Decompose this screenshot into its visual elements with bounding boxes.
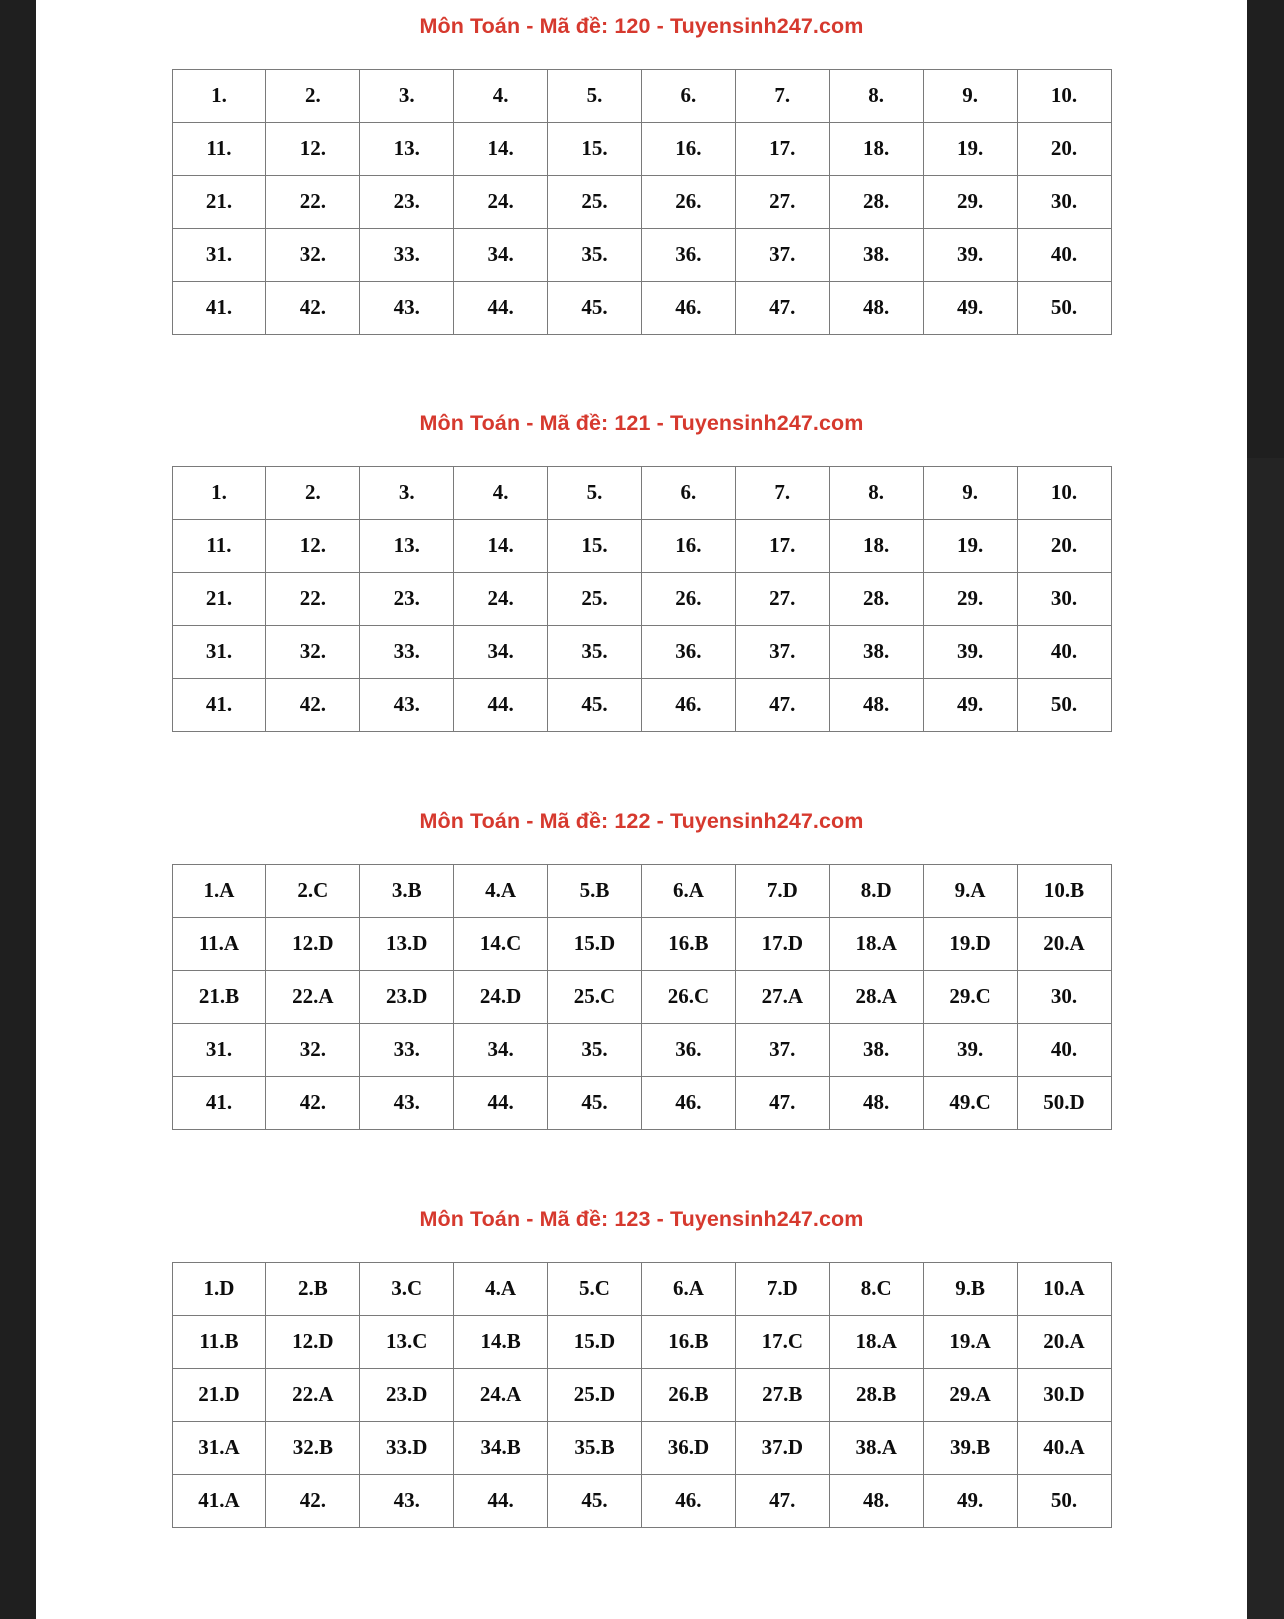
answer-cell[interactable]: 16.B xyxy=(641,917,735,970)
answer-row xyxy=(172,1421,1111,1474)
answer-cell[interactable]: 21.D xyxy=(172,1368,266,1421)
answer-cell[interactable]: 10. xyxy=(1017,69,1111,122)
answer-cell[interactable]: 22. xyxy=(266,572,360,625)
answer-cell[interactable]: 43. xyxy=(360,1474,454,1527)
answer-cell[interactable]: 11. xyxy=(172,122,266,175)
answer-cell[interactable]: 47. xyxy=(735,1474,829,1527)
answer-cell[interactable]: 18. xyxy=(829,519,923,572)
answer-cell[interactable]: 37. xyxy=(735,1023,829,1076)
answer-cell[interactable]: 42. xyxy=(266,1076,360,1129)
answer-cell[interactable]: 1.D xyxy=(172,1262,266,1315)
answer-cell[interactable]: 5.C xyxy=(548,1262,642,1315)
answer-cell[interactable]: 28.A xyxy=(829,970,923,1023)
answer-cell[interactable]: 21. xyxy=(172,572,266,625)
answer-cell[interactable]: 23.D xyxy=(360,1368,454,1421)
answer-cell[interactable]: 28. xyxy=(829,572,923,625)
answer-row xyxy=(172,625,1111,678)
answer-cell[interactable]: 22. xyxy=(266,175,360,228)
answer-cell[interactable]: 23. xyxy=(360,175,454,228)
answer-cell[interactable]: 36.D xyxy=(641,1421,735,1474)
answer-cell[interactable]: 27.B xyxy=(735,1368,829,1421)
answer-cell[interactable]: 16. xyxy=(641,519,735,572)
answer-cell[interactable]: 4. xyxy=(454,466,548,519)
answer-cell[interactable]: 47. xyxy=(735,1076,829,1129)
answer-cell[interactable]: 36. xyxy=(641,625,735,678)
answer-cell[interactable]: 39. xyxy=(923,625,1017,678)
answer-table-body-120 xyxy=(172,69,1111,334)
answer-cell[interactable]: 19. xyxy=(923,122,1017,175)
answer-cell[interactable]: 31. xyxy=(172,1023,266,1076)
answer-cell[interactable]: 29.C xyxy=(923,970,1017,1023)
answer-cell[interactable]: 36. xyxy=(641,1023,735,1076)
answer-cell[interactable]: 10.B xyxy=(1017,864,1111,917)
answer-row xyxy=(172,1076,1111,1129)
answer-cell[interactable]: 40.A xyxy=(1017,1421,1111,1474)
answer-cell[interactable]: 5.B xyxy=(548,864,642,917)
answer-cell[interactable]: 48. xyxy=(829,678,923,731)
answer-cell[interactable]: 29. xyxy=(923,175,1017,228)
answer-cell[interactable]: 47. xyxy=(735,678,829,731)
answer-cell[interactable]: 45. xyxy=(548,678,642,731)
answer-cell[interactable]: 17.C xyxy=(735,1315,829,1368)
block-title-121: Môn Toán - Mã đề: 121 - Tuyensinh247.com xyxy=(419,411,864,435)
answer-cell[interactable]: 33. xyxy=(360,1023,454,1076)
answer-cell[interactable]: 46. xyxy=(641,1076,735,1129)
answer-cell[interactable]: 47. xyxy=(735,281,829,334)
answer-cell[interactable]: 4.A xyxy=(454,1262,548,1315)
answer-cell[interactable]: 13.C xyxy=(360,1315,454,1368)
answer-cell[interactable]: 24. xyxy=(454,175,548,228)
answer-cell[interactable]: 39. xyxy=(923,228,1017,281)
answer-cell[interactable]: 27. xyxy=(735,572,829,625)
answer-cell[interactable]: 35. xyxy=(548,625,642,678)
answer-cell[interactable]: 46. xyxy=(641,678,735,731)
answer-cell[interactable]: 14. xyxy=(454,122,548,175)
answer-cell[interactable]: 24. xyxy=(454,572,548,625)
answer-cell[interactable]: 6.A xyxy=(641,864,735,917)
answer-cell[interactable]: 8. xyxy=(829,466,923,519)
answer-cell[interactable]: 29. xyxy=(923,572,1017,625)
answer-cell[interactable]: 48. xyxy=(829,281,923,334)
answer-cell[interactable]: 49. xyxy=(923,678,1017,731)
answer-cell[interactable]: 44. xyxy=(454,678,548,731)
answer-cell[interactable]: 27.A xyxy=(735,970,829,1023)
answer-cell[interactable]: 16.B xyxy=(641,1315,735,1368)
answer-cell[interactable]: 4. xyxy=(454,69,548,122)
answer-cell[interactable]: 25.D xyxy=(548,1368,642,1421)
answer-cell[interactable]: 20.A xyxy=(1017,917,1111,970)
answer-row xyxy=(172,519,1111,572)
answer-cell[interactable]: 15.D xyxy=(548,1315,642,1368)
answer-cell[interactable]: 43. xyxy=(360,281,454,334)
answer-cell[interactable]: 35.B xyxy=(548,1421,642,1474)
answer-cell[interactable]: 5. xyxy=(548,466,642,519)
answer-cell[interactable]: 38.A xyxy=(829,1421,923,1474)
answer-cell[interactable]: 17. xyxy=(735,519,829,572)
answer-cell[interactable]: 23.D xyxy=(360,970,454,1023)
answer-cell[interactable]: 13.D xyxy=(360,917,454,970)
answer-cell[interactable]: 44. xyxy=(454,1076,548,1129)
answer-cell[interactable]: 12.D xyxy=(266,1315,360,1368)
answer-cell[interactable]: 17. xyxy=(735,122,829,175)
answer-cell[interactable]: 26. xyxy=(641,572,735,625)
answer-cell[interactable]: 11. xyxy=(172,519,266,572)
answer-cell[interactable]: 41. xyxy=(172,678,266,731)
answer-cell[interactable]: 48. xyxy=(829,1474,923,1527)
answer-cell[interactable]: 8.D xyxy=(829,864,923,917)
answer-cell[interactable]: 34. xyxy=(454,1023,548,1076)
answer-cell[interactable]: 5. xyxy=(548,69,642,122)
answer-row xyxy=(172,1368,1111,1421)
answer-table-121 xyxy=(172,466,1112,732)
answer-row xyxy=(172,175,1111,228)
answer-cell[interactable]: 49. xyxy=(923,1474,1017,1527)
answer-cell[interactable]: 31. xyxy=(172,228,266,281)
answer-cell[interactable]: 8. xyxy=(829,69,923,122)
answer-cell[interactable]: 40. xyxy=(1017,228,1111,281)
answer-cell[interactable]: 22.A xyxy=(266,970,360,1023)
answer-cell[interactable]: 7. xyxy=(735,466,829,519)
answer-row xyxy=(172,572,1111,625)
answer-cell[interactable]: 38. xyxy=(829,1023,923,1076)
answer-table-body-123 xyxy=(172,1262,1111,1527)
answer-cell[interactable]: 1. xyxy=(172,69,266,122)
answer-cell[interactable]: 12. xyxy=(266,519,360,572)
answer-cell[interactable]: 3.C xyxy=(360,1262,454,1315)
answer-cell[interactable]: 18.A xyxy=(829,1315,923,1368)
answer-cell[interactable]: 9.A xyxy=(923,864,1017,917)
answer-row xyxy=(172,1474,1111,1527)
answer-cell[interactable]: 32.B xyxy=(266,1421,360,1474)
left-gutter xyxy=(0,0,36,1619)
answer-cell[interactable]: 9. xyxy=(923,69,1017,122)
answer-cell[interactable]: 29.A xyxy=(923,1368,1017,1421)
answer-cell[interactable]: 45. xyxy=(548,1076,642,1129)
answer-cell[interactable]: 6.A xyxy=(641,1262,735,1315)
answer-cell[interactable]: 41.A xyxy=(172,1474,266,1527)
answer-cell[interactable]: 20.A xyxy=(1017,1315,1111,1368)
answer-cell[interactable]: 11.B xyxy=(172,1315,266,1368)
answer-block-120 xyxy=(36,14,1247,335)
answer-cell[interactable]: 33. xyxy=(360,228,454,281)
answer-table-body-122 xyxy=(172,864,1111,1129)
answer-cell[interactable]: 37. xyxy=(735,228,829,281)
block-title-122: Môn Toán - Mã đề: 122 - Tuyensinh247.com xyxy=(419,809,864,833)
block-title-120: Môn Toán - Mã đề: 120 - Tuyensinh247.com xyxy=(419,14,864,38)
answer-cell[interactable]: 38. xyxy=(829,228,923,281)
answer-cell[interactable]: 45. xyxy=(548,1474,642,1527)
answer-cell[interactable]: 6. xyxy=(641,69,735,122)
answer-cell[interactable]: 26. xyxy=(641,175,735,228)
answer-cell[interactable]: 21.B xyxy=(172,970,266,1023)
answer-cell[interactable]: 21. xyxy=(172,175,266,228)
answer-cell[interactable]: 12.D xyxy=(266,917,360,970)
answer-cell[interactable]: 34.B xyxy=(454,1421,548,1474)
answer-cell[interactable]: 49.C xyxy=(923,1076,1017,1129)
answer-cell[interactable]: 25.C xyxy=(548,970,642,1023)
answer-cell[interactable]: 7.D xyxy=(735,864,829,917)
answer-cell[interactable]: 8.C xyxy=(829,1262,923,1315)
answer-cell[interactable]: 14. xyxy=(454,519,548,572)
answer-block-123 xyxy=(36,1207,1247,1528)
answer-cell[interactable]: 2.B xyxy=(266,1262,360,1315)
answer-cell[interactable]: 19. xyxy=(923,519,1017,572)
answer-cell[interactable]: 7. xyxy=(735,69,829,122)
answer-cell[interactable]: 33. xyxy=(360,625,454,678)
answer-cell[interactable]: 2.C xyxy=(266,864,360,917)
answer-cell[interactable]: 3. xyxy=(360,69,454,122)
answer-cell[interactable]: 41. xyxy=(172,1076,266,1129)
answer-cell[interactable]: 20. xyxy=(1017,122,1111,175)
answer-row xyxy=(172,917,1111,970)
answer-cell[interactable]: 20. xyxy=(1017,519,1111,572)
answer-cell[interactable]: 32. xyxy=(266,1023,360,1076)
answer-cell[interactable]: 46. xyxy=(641,1474,735,1527)
answer-cell[interactable]: 37.D xyxy=(735,1421,829,1474)
answer-cell[interactable]: 37. xyxy=(735,625,829,678)
answer-cell[interactable]: 49. xyxy=(923,281,1017,334)
answer-cell[interactable]: 35. xyxy=(548,1023,642,1076)
answer-row xyxy=(172,466,1111,519)
answer-row xyxy=(172,1023,1111,1076)
answer-cell[interactable]: 31.A xyxy=(172,1421,266,1474)
answer-row xyxy=(172,864,1111,917)
answer-cell[interactable]: 39. xyxy=(923,1023,1017,1076)
block-title-123: Môn Toán - Mã đề: 123 - Tuyensinh247.com xyxy=(419,1207,864,1231)
answer-cell[interactable]: 34. xyxy=(454,625,548,678)
answer-cell[interactable]: 6. xyxy=(641,466,735,519)
answer-cell[interactable]: 25. xyxy=(548,175,642,228)
answer-cell[interactable]: 2. xyxy=(266,69,360,122)
answer-cell[interactable]: 1.A xyxy=(172,864,266,917)
answer-cell[interactable]: 43. xyxy=(360,678,454,731)
answer-cell[interactable]: 24.D xyxy=(454,970,548,1023)
answer-cell[interactable]: 7.D xyxy=(735,1262,829,1315)
answer-cell[interactable]: 50. xyxy=(1017,1474,1111,1527)
answer-cell[interactable]: 3. xyxy=(360,466,454,519)
answer-cell[interactable]: 45. xyxy=(548,281,642,334)
answer-table-body-121 xyxy=(172,466,1111,731)
answer-cell[interactable]: 44. xyxy=(454,281,548,334)
answer-cell[interactable]: 9. xyxy=(923,466,1017,519)
answer-cell[interactable]: 15. xyxy=(548,519,642,572)
answer-row xyxy=(172,1315,1111,1368)
answer-cell[interactable]: 28. xyxy=(829,175,923,228)
answer-cell[interactable]: 30. xyxy=(1017,970,1111,1023)
answer-cell[interactable]: 14.C xyxy=(454,917,548,970)
answer-cell[interactable]: 31. xyxy=(172,625,266,678)
answer-cell[interactable]: 26.B xyxy=(641,1368,735,1421)
answer-cell[interactable]: 40. xyxy=(1017,1023,1111,1076)
answer-cell[interactable]: 13. xyxy=(360,519,454,572)
answer-cell[interactable]: 30. xyxy=(1017,175,1111,228)
right-gutter xyxy=(1247,0,1284,1619)
answer-cell[interactable]: 1. xyxy=(172,466,266,519)
answer-cell[interactable]: 19.A xyxy=(923,1315,1017,1368)
answer-table-123 xyxy=(172,1262,1112,1528)
answer-cell[interactable]: 12. xyxy=(266,122,360,175)
answer-cell[interactable]: 43. xyxy=(360,1076,454,1129)
answer-row xyxy=(172,228,1111,281)
answer-row xyxy=(172,122,1111,175)
answer-cell[interactable]: 38. xyxy=(829,625,923,678)
answer-cell[interactable]: 50.D xyxy=(1017,1076,1111,1129)
answer-block-122 xyxy=(36,809,1247,1130)
answer-row xyxy=(172,69,1111,122)
answer-cell[interactable]: 15. xyxy=(548,122,642,175)
answer-cell[interactable]: 35. xyxy=(548,228,642,281)
answer-row xyxy=(172,1262,1111,1315)
answer-cell[interactable]: 28.B xyxy=(829,1368,923,1421)
answer-cell[interactable]: 15.D xyxy=(548,917,642,970)
answer-cell[interactable]: 30. xyxy=(1017,572,1111,625)
answer-cell[interactable]: 3.B xyxy=(360,864,454,917)
answer-cell[interactable]: 11.A xyxy=(172,917,266,970)
answer-cell[interactable]: 13. xyxy=(360,122,454,175)
answer-cell[interactable]: 50. xyxy=(1017,678,1111,731)
answer-cell[interactable]: 40. xyxy=(1017,625,1111,678)
answer-cell[interactable]: 44. xyxy=(454,1474,548,1527)
answer-cell[interactable]: 19.D xyxy=(923,917,1017,970)
answer-cell[interactable]: 22.A xyxy=(266,1368,360,1421)
answer-cell[interactable]: 16. xyxy=(641,122,735,175)
answer-cell[interactable]: 10. xyxy=(1017,466,1111,519)
answer-cell[interactable]: 42. xyxy=(266,678,360,731)
answer-cell[interactable]: 18.A xyxy=(829,917,923,970)
answer-row xyxy=(172,281,1111,334)
document-page xyxy=(36,0,1247,1619)
answer-cell[interactable]: 24.A xyxy=(454,1368,548,1421)
answer-cell[interactable]: 23. xyxy=(360,572,454,625)
answer-cell[interactable]: 10.A xyxy=(1017,1262,1111,1315)
answer-cell[interactable]: 27. xyxy=(735,175,829,228)
answer-cell[interactable]: 32. xyxy=(266,228,360,281)
answer-cell[interactable]: 30.D xyxy=(1017,1368,1111,1421)
answer-cell[interactable]: 2. xyxy=(266,466,360,519)
answer-cell[interactable]: 41. xyxy=(172,281,266,334)
answer-cell[interactable]: 9.B xyxy=(923,1262,1017,1315)
right-gutter-shade xyxy=(1247,458,1284,1619)
answer-cell[interactable]: 25. xyxy=(548,572,642,625)
answer-cell[interactable]: 33.D xyxy=(360,1421,454,1474)
answer-cell[interactable]: 50. xyxy=(1017,281,1111,334)
answer-cell[interactable]: 34. xyxy=(454,228,548,281)
answer-cell[interactable]: 39.B xyxy=(923,1421,1017,1474)
answer-cell[interactable]: 26.C xyxy=(641,970,735,1023)
answer-cell[interactable]: 17.D xyxy=(735,917,829,970)
answer-table-120 xyxy=(172,69,1112,335)
answer-cell[interactable]: 48. xyxy=(829,1076,923,1129)
answer-row xyxy=(172,970,1111,1023)
answer-block-121 xyxy=(36,411,1247,732)
answer-cell[interactable]: 14.B xyxy=(454,1315,548,1368)
answer-cell[interactable]: 46. xyxy=(641,281,735,334)
answer-cell[interactable]: 36. xyxy=(641,228,735,281)
answer-cell[interactable]: 42. xyxy=(266,281,360,334)
answer-cell[interactable]: 18. xyxy=(829,122,923,175)
answer-table-122 xyxy=(172,864,1112,1130)
answer-row xyxy=(172,678,1111,731)
answer-cell[interactable]: 32. xyxy=(266,625,360,678)
answer-cell[interactable]: 4.A xyxy=(454,864,548,917)
answer-cell[interactable]: 42. xyxy=(266,1474,360,1527)
